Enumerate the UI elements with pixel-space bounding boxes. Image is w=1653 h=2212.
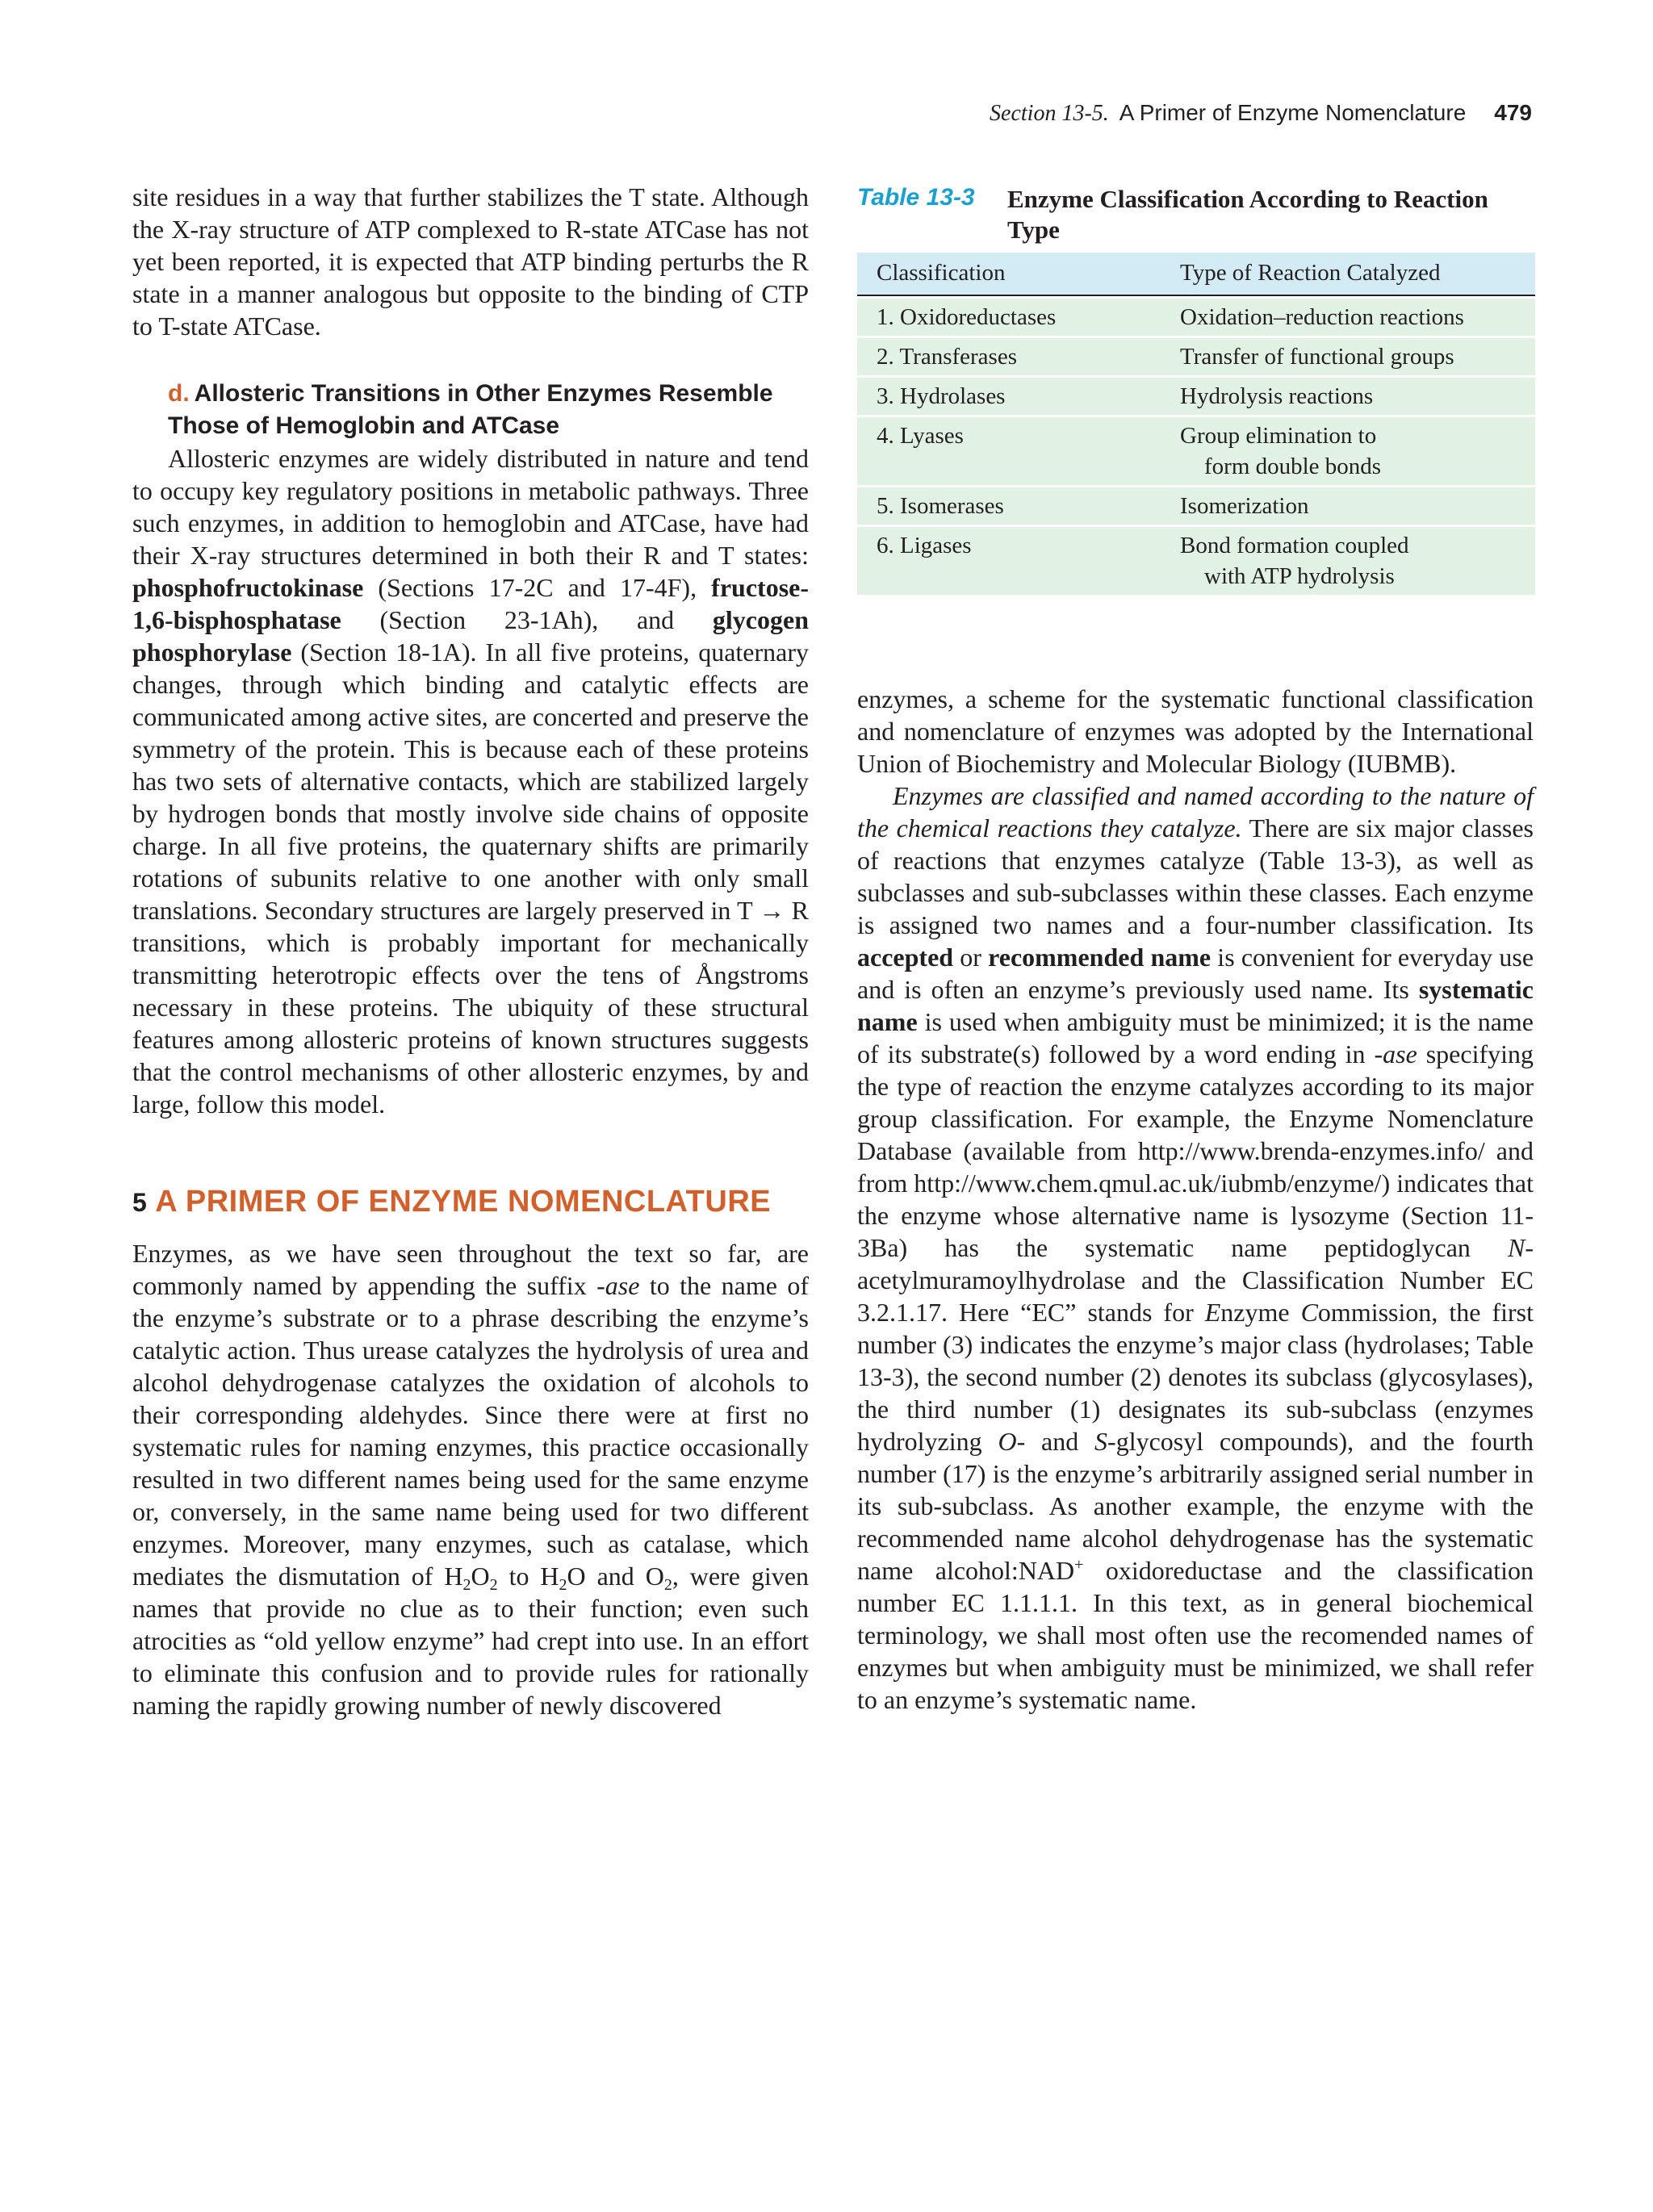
reaction-text-continued: form double bonds (1204, 454, 1382, 479)
text-run: Allosteric enzymes are widely distributed in nature and tend to occupy key regulatory positions in metabolic pathways. Three such enzymes, in addition to hemoglobin and ATCase, have had their X-ray structures determined in both their R and T states: (132, 444, 809, 570)
text-run: O (471, 1562, 490, 1591)
table-row (857, 336, 1535, 375)
table-header-reaction: Type of Reaction Catalyzed (1180, 260, 1441, 286)
subscript: 2 (559, 1576, 567, 1594)
table-cell-classification: 1. Oxidoreductases (877, 304, 1057, 330)
reaction-text: Transfer of functional groups (1180, 344, 1454, 370)
table-cell-classification: 4. Lyases (877, 423, 964, 449)
table-cell-reaction (1180, 341, 1535, 372)
text-run: -glycosyl compounds), and the fourth number (17) is the enzyme’s arbitrarily assigned serial number in its sub-subclass. As another example, the enzyme with the recommended name alcohol dehydrogenase has the systematic name alcohol:NAD (857, 1427, 1534, 1585)
paragraph: site residues in a way that further stabilizes the T state. Although the X-ray structure of ATP complexed to R-state ATCase has not yet been reported, it is expected that ATP binding perturbs the R state in a manner analogous but opposite to the binding of CTP to T-state ATCase. (132, 182, 809, 341)
text-run: ommission, the first number (3) indicates the enzyme’s major class (hydrolases; Table 13-3), the second number (2) denotes its subclass (glycosylases), the third number (1) designates its sub-subclass (enzymes hydrolyzing (857, 1298, 1534, 1456)
text-run: specifying the type of reaction the enzyme catalyzes according to its major group classification. For example, the Enzyme Nomenclature Database (available from http://www.brenda-enzymes.info/ and from http://www.chem.qmul.ac.uk/iubmb/enzyme/) indicates that the enzyme whose alternative name is lysozyme (Section 11-3Ba) has the systematic name peptidoglycan (857, 1039, 1534, 1262)
text-run: to the name of the enzyme’s substrate or to a phrase describing the enzyme’s catalytic action. Thus urease catalyzes the hydrolysis of urea and alcohol dehydrogenase catalyzes the oxidation of alcohols to their corresponding aldehydes. Since there were at first no systematic rules for naming enzymes, this practice occasionally resulted in two different names being used for the same enzyme or, conversely, in the same name being used for two different enzymes. Moreover, many enzymes, such as catalase, which mediates the dismutation of H (132, 1271, 810, 1591)
table-cell-classification: 3. Hydrolases (877, 383, 1006, 409)
italic-statement: Enzymes are classified and named according to the nature of the chemical reactions they catalyze. (857, 781, 1534, 843)
text-run: (Section 23-1Ah), and (341, 605, 713, 634)
text-run: O and O (567, 1562, 664, 1591)
table-cell-reaction (1180, 530, 1535, 592)
text-run: is used when ambiguity must be minimized; it is the name of its substrate(s) followed by a word ending in (857, 1007, 1534, 1068)
section-title: A PRIMER OF ENZYME NOMENCLATURE (155, 1185, 772, 1219)
table-cell-reaction (1180, 381, 1535, 412)
running-head-section: Section 13-5. (990, 101, 1109, 126)
classification-table (857, 253, 1535, 595)
table-label: Table 13-3 (857, 184, 975, 211)
italic-term: O (998, 1427, 1017, 1456)
bold-term: fructose-1,6-bisphosphatase (132, 573, 809, 634)
text-run: to H (497, 1562, 559, 1591)
italic-term: -ase (1374, 1039, 1417, 1068)
paragraph (857, 780, 1534, 1716)
table-row (857, 485, 1535, 525)
superscript: + (1074, 1556, 1084, 1574)
reaction-text: Oxidation–reduction reactions (1180, 304, 1464, 330)
section-heading (132, 1185, 809, 1219)
subscript: 2 (462, 1576, 471, 1594)
text-run: There are six major classes of reactions that enzymes catalyze (Table 13-3), as well as subclasses and sub-subclasses within these classes. Each enzyme is assigned two names and a four-number classification. Its (857, 813, 1534, 939)
table-cell-classification: 6. Ligases (877, 533, 972, 558)
reaction-text: Isomerization (1180, 493, 1309, 519)
page-number: 479 (1494, 100, 1532, 125)
subscript: 2 (663, 1576, 672, 1594)
table-row (857, 296, 1535, 336)
reaction-text: Hydrolysis reactions (1180, 383, 1374, 409)
text-run: Enzymes, as we have seen throughout the text so far, are commonly named by appending the suffix (132, 1239, 809, 1300)
paragraph (132, 1237, 809, 1721)
running-head-title: A Primer of Enzyme Nomenclature (1119, 100, 1467, 125)
text-run: (Sections 17-2C and 17-4F), (363, 573, 712, 602)
subsection-title: Allosteric Transitions in Other Enzymes Resemble Those of Hemoglobin and ATCase (168, 380, 773, 439)
table-row (857, 525, 1535, 595)
reaction-text: Bond formation coupled (1180, 533, 1409, 558)
section-number: 5 (132, 1188, 148, 1217)
table-cell-reaction (1180, 420, 1535, 482)
left-column (132, 181, 809, 1721)
table-header-classification: Classification (877, 260, 1006, 286)
table-cell-classification: 2. Transferases (877, 344, 1017, 370)
subscript: 2 (489, 1576, 498, 1594)
bold-term: recommended name (988, 943, 1212, 972)
right-column (857, 683, 1534, 1716)
text-run: (Section 18-1A). In all five proteins, quaternary changes, through which binding and catalytic effects are communicated among active sites, are concerted and preserve the symmetry of the protein. This is because each of these proteins has two sets of alternative contacts, which are stabilized largely by hydrogen bonds that mostly involve side chains of opposite charge. In all five proteins, the quaternary shifts are primarily rotations of subunits relative to one another with only small translations. Secondary structures are largely preserved in T → R transitions, which is probably important for mechanically transmitting heterotropic effects over the tens of Ångstroms necessary in these proteins. The ubiquity of these structural features among allosteric proteins of known structures suggests that the control mechanisms of other allosteric enzymes, by and large, follow this model. (132, 638, 809, 1119)
table-header-row (857, 253, 1535, 296)
text-run: oxidoreductase and the classification number EC 1.1.1.1. In this text, as in general biochemical terminology, we shall most often use the recomended names of enzymes but when ambiguity must be minimized, we shall refer to an enzyme’s systematic name. (857, 1556, 1534, 1714)
reaction-text: Group elimination to (1180, 423, 1377, 449)
italic-term: E (1204, 1298, 1221, 1327)
paragraph (132, 442, 809, 1120)
text-run: - and (1016, 1427, 1095, 1456)
running-head (990, 100, 1532, 127)
italic-term: S (1094, 1427, 1108, 1456)
italic-term: N (1508, 1233, 1525, 1262)
text-run: , were given names that provide no clue as to their function; even such atrocities as “old yellow enzyme” had crept into use. In an effort to eliminate this confusion and to provide rules for rationally naming the rapidly growing number of newly discovered (132, 1562, 810, 1720)
subsection-letter: d. (168, 380, 190, 407)
table-title: Enzyme Classification According to Reaction Type (1007, 185, 1488, 244)
reaction-text-continued: with ATP hydrolysis (1204, 563, 1395, 589)
paragraph: enzymes, a scheme for the systematic functional classification and nomenclature of enzymes was adopted by the International Union of Biochemistry and Molecular Biology (IUBMB). (857, 684, 1534, 778)
text-run: nzyme (1220, 1298, 1301, 1327)
text-run: -acetylmuramoylhydrolase and the Classification Number EC 3.2.1.17. Here “EC” stands for (857, 1233, 1534, 1327)
bold-term: accepted (857, 943, 954, 972)
table-cell-classification: 5. Isomerases (877, 493, 1004, 519)
italic-term: C (1300, 1298, 1318, 1327)
table-row (857, 415, 1535, 485)
table-cell-reaction (1180, 302, 1535, 332)
subsection-heading (168, 378, 809, 442)
text-run: is convenient for everyday use and is often an enzyme’s previously used name. Its (857, 943, 1534, 1004)
bold-term: systematic name (857, 975, 1534, 1036)
table-cell-reaction (1180, 491, 1535, 521)
bold-term: glycogen phosphorylase (132, 605, 809, 667)
bold-term: phosphofructokinase (132, 573, 364, 602)
text-run: or (953, 943, 989, 972)
table-row (857, 375, 1535, 415)
italic-term: -ase (596, 1271, 640, 1300)
